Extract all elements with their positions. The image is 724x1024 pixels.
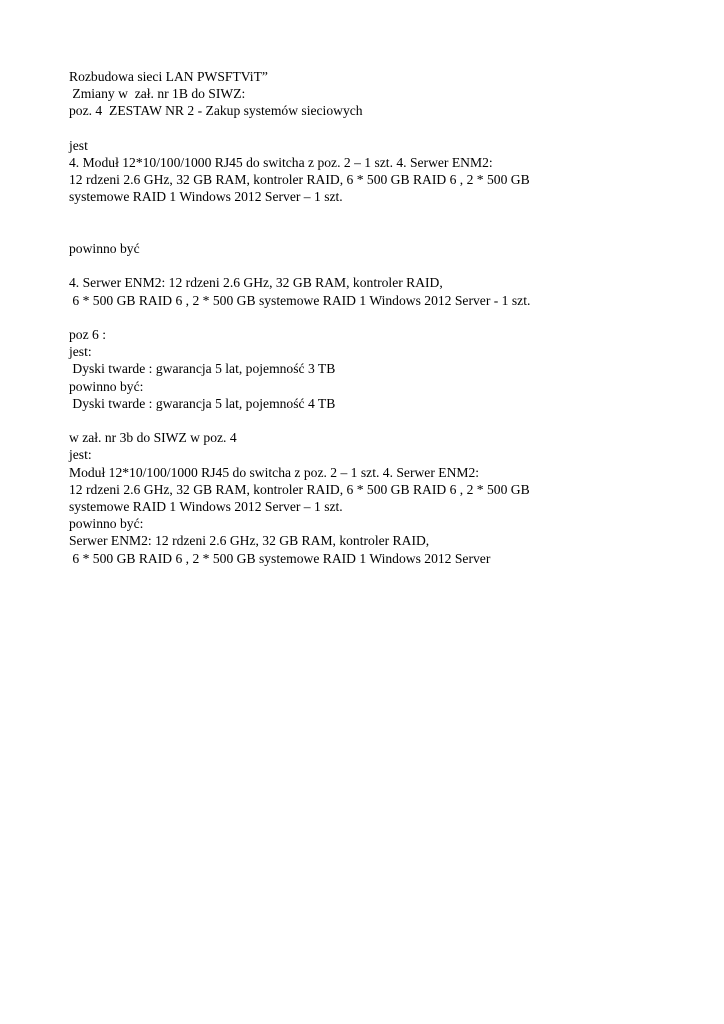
blank-line bbox=[69, 120, 709, 137]
doc-line: Dyski twarde : gwarancja 5 lat, pojemność 3 TB bbox=[69, 361, 336, 377]
doc-line: w zał. nr 3b do SIWZ w poz. 4 bbox=[69, 430, 237, 446]
doc-line: 4. Moduł 12*10/100/1000 RJ45 do switcha z poz. 2 – 1 szt. 4. Serwer ENM2: bbox=[69, 155, 493, 170]
doc-line: jest: bbox=[69, 447, 92, 463]
doc-line: Moduł 12*10/100/1000 RJ45 do switcha z poz. 2 – 1 szt. 4. Serwer ENM2: bbox=[69, 464, 480, 480]
doc-line: jest: bbox=[69, 344, 92, 360]
doc-line: poz 6 : bbox=[69, 326, 106, 342]
doc-line: Serwer ENM2: 12 rdzeni 2.6 GHz, 32 GB RAM, kontroler RAID, bbox=[69, 533, 430, 549]
blank-line bbox=[69, 309, 709, 326]
doc-line: powinno być: bbox=[69, 378, 144, 394]
document-page bbox=[69, 68, 709, 567]
blank-line bbox=[69, 412, 709, 429]
doc-line: jest bbox=[69, 137, 88, 153]
doc-line: 6 * 500 GB RAID 6 , 2 * 500 GB systemowe RAID 1 Windows 2012 Server - 1 szt. bbox=[69, 292, 531, 308]
doc-line: Zmiany w zał. nr 1B do SIWZ: bbox=[69, 86, 246, 102]
doc-line: 4. Serwer ENM2: 12 rdzeni 2.6 GHz, 32 GB RAM, kontroler RAID, bbox=[69, 275, 443, 291]
doc-line: systemowe RAID 1 Windows 2012 Server – 1 szt. bbox=[69, 498, 343, 514]
doc-line: 6 * 500 GB RAID 6 , 2 * 500 GB systemowe RAID 1 Windows 2012 Server bbox=[69, 550, 491, 566]
doc-line: 12 rdzeni 2.6 GHz, 32 GB RAM, kontroler RAID, 6 * 500 GB RAID 6 , 2 * 500 GB bbox=[69, 481, 530, 497]
doc-line: poz. 4 ZESTAW NR 2 - Zakup systemów sieciowych bbox=[69, 103, 363, 119]
doc-line: Dyski twarde : gwarancja 5 lat, pojemność 4 TB bbox=[69, 395, 336, 411]
blank-line bbox=[69, 206, 709, 223]
doc-line: systemowe RAID 1 Windows 2012 Server – 1 szt. bbox=[69, 189, 343, 205]
doc-line: powinno być: bbox=[69, 516, 144, 532]
doc-line: powinno być bbox=[69, 240, 140, 256]
doc-line: 12 rdzeni 2.6 GHz, 32 GB RAM, kontroler RAID, 6 * 500 GB RAID 6 , 2 * 500 GB bbox=[69, 172, 530, 188]
doc-line: Rozbudowa sieci LAN PWSFTViT” bbox=[69, 69, 268, 84]
blank-line bbox=[69, 257, 709, 274]
blank-line bbox=[69, 223, 709, 240]
